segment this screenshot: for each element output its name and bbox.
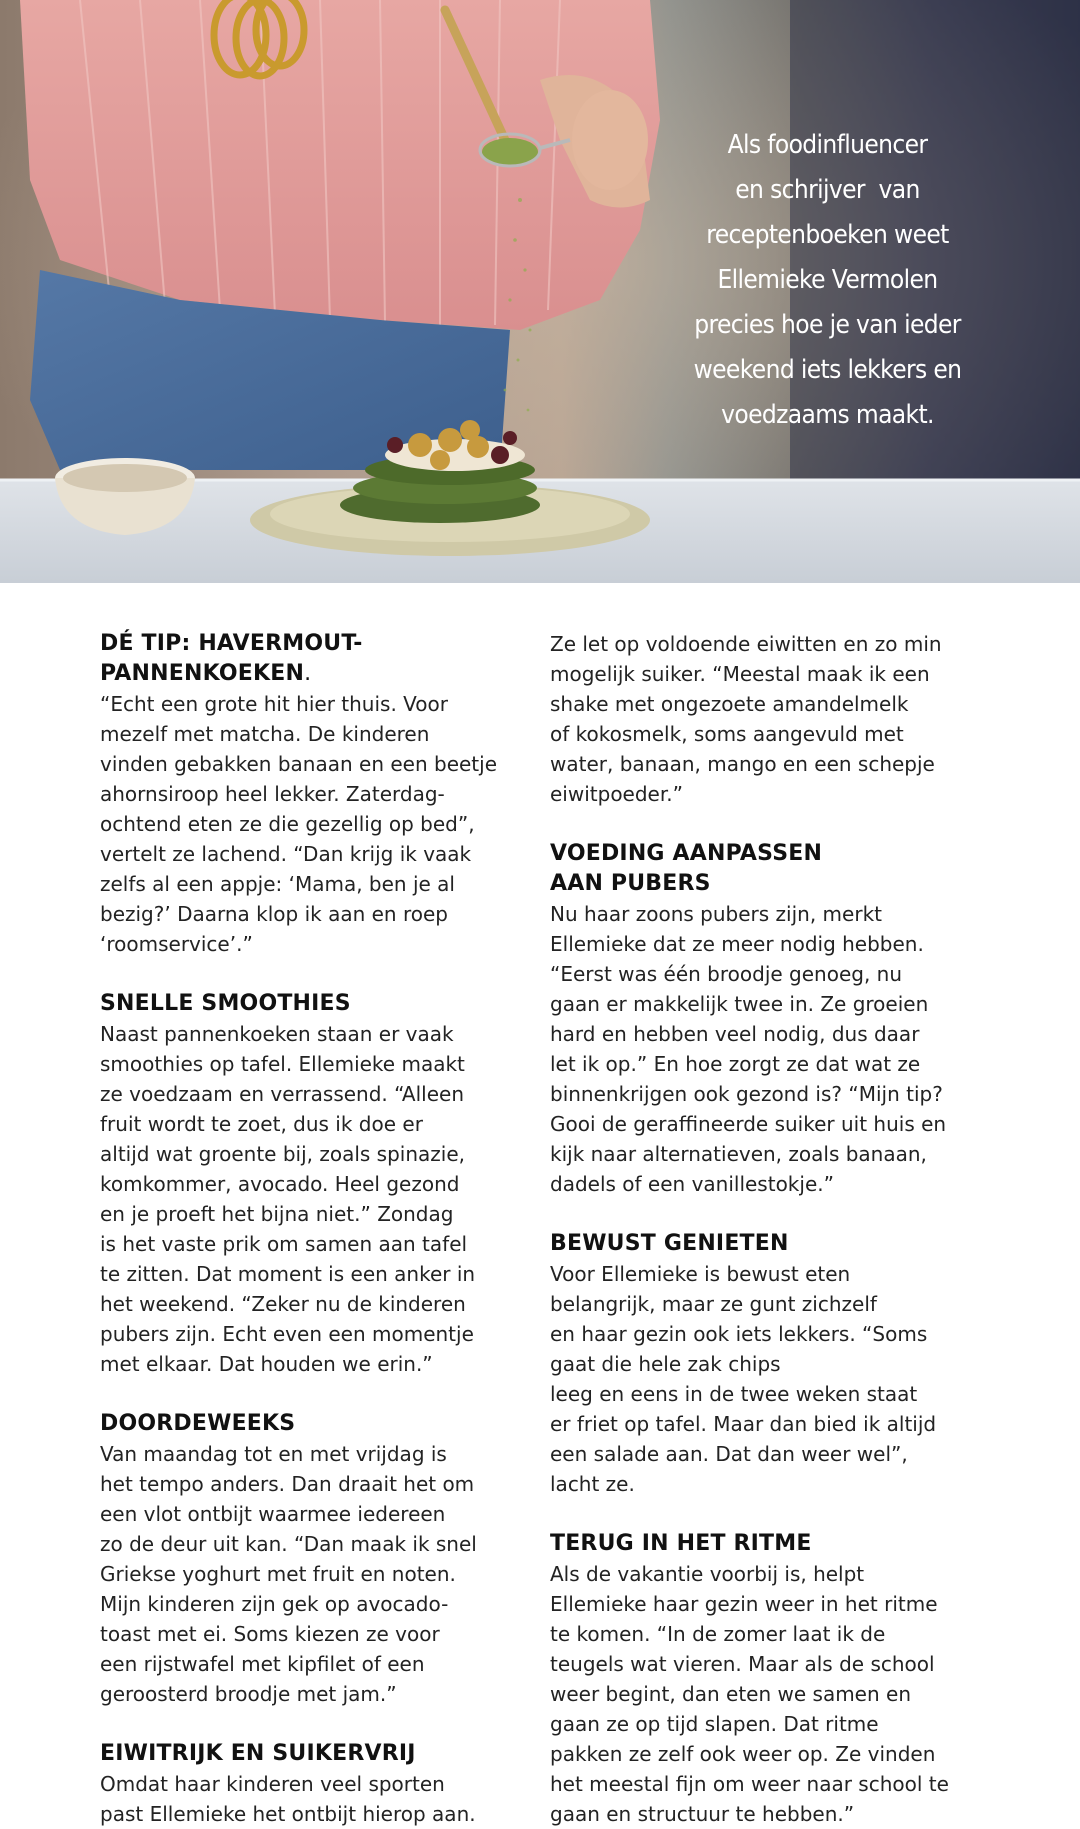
paragraph-line: is het vaste prik om samen aan tafel (100, 1232, 468, 1256)
paragraph-line: Gooi de geraffineerde suiker uit huis en (550, 1112, 947, 1136)
section-gap (550, 809, 1005, 839)
section-heading-smoothies: SNELLE SMOOTHIES (100, 991, 351, 1016)
hero-caption-line: Ellemieke Vermolen (717, 265, 938, 295)
paragraph-line: Als de vakantie voorbij is, helpt (550, 1562, 865, 1586)
paragraph-line: een salade aan. Dat dan weer wel”, (550, 1442, 908, 1466)
hero-caption-line: voedzaams maakt. (721, 400, 934, 430)
paragraph-line: lacht ze. (550, 1472, 635, 1496)
paragraph-line: dadels of een vanillestokje.” (550, 1172, 834, 1196)
paragraph-line: gaan en structuur te hebben.” (550, 1802, 855, 1826)
section-gap (550, 1199, 1005, 1229)
hero-caption-line: weekend iets lekkers en (693, 355, 962, 385)
paragraph-line: past Ellemieke het ontbijt hierop aan. (100, 1802, 476, 1826)
section-heading-tip (100, 629, 555, 689)
paragraph-line: Ellemieke dat ze meer nodig hebben. (550, 932, 924, 956)
paragraph-line: kijk naar alternatieven, zoals banaan, (550, 1142, 927, 1166)
paragraph-line: mogelijk suiker. “Meestal maak ik een (550, 662, 930, 686)
heading-line: DÉ TIP: HAVERMOUT- (100, 631, 363, 656)
section-gap (100, 1709, 555, 1739)
right-column (550, 629, 1005, 1829)
hero-caption (683, 123, 973, 438)
paragraph-line: komkommer, avocado. Heel gezond (100, 1172, 460, 1196)
paragraph-line: ze voedzaam en verrassend. “Alleen (100, 1082, 465, 1106)
paragraph-line: eiwitpoeder.” (550, 782, 683, 806)
section-heading-pubers (550, 839, 1005, 899)
hero-caption-line: receptenboeken weet (706, 220, 949, 250)
paragraph-line: gaat die hele zak chips (550, 1352, 781, 1376)
paragraph-line: en je proeft het bijna niet.” Zondag (100, 1202, 454, 1226)
section-gap (550, 1499, 1005, 1529)
paragraph-line: en haar gezin ook iets lekkers. “Soms (550, 1322, 928, 1346)
paragraph-line: met elkaar. Dat houden we erin.” (100, 1352, 433, 1376)
paragraph-line: te zitten. Dat moment is een anker in (100, 1262, 476, 1286)
paragraph-line: pubers zijn. Echt even een momentje (100, 1322, 474, 1346)
heading-dot: . (304, 661, 312, 686)
left-column (100, 629, 555, 1829)
section-gap (100, 959, 555, 989)
paragraph-line: teugels wat vieren. Maar als de school (550, 1652, 935, 1676)
paragraph-line: pakken ze zelf ook weer op. Ze vinden (550, 1742, 936, 1766)
paragraph-line: het tempo anders. Dan draait het om (100, 1472, 475, 1496)
paragraph-line: gaan er makkelijk twee in. Ze groeien (550, 992, 929, 1016)
paragraph-line: Mijn kinderen zijn gek op avocado- (100, 1592, 449, 1616)
paragraph-line: binnenkrijgen ook gezond is? “Mijn tip? (550, 1082, 943, 1106)
paragraph-line: fruit wordt te zoet, dus ik doe er (100, 1112, 423, 1136)
paragraph-line: ‘roomservice’.” (100, 932, 253, 956)
paragraph-line: te komen. “In de zomer laat ik de (550, 1622, 886, 1646)
paragraph-line: toast met ei. Soms kiezen ze voor (100, 1622, 440, 1646)
paragraph-line: Ze let op voldoende eiwitten en zo min (550, 632, 942, 656)
paragraph-line: een vlot ontbijt waarmee iedereen (100, 1502, 446, 1526)
heading-line: AAN PUBERS (550, 871, 711, 896)
heading-line: VOEDING AANPASSEN (550, 841, 823, 866)
paragraph-line: zelfs al een appje: ‘Mama, ben je al (100, 872, 455, 896)
section-heading-bewust: BEWUST GENIETEN (550, 1231, 789, 1256)
paragraph-line: vertelt ze lachend. “Dan krijg ik vaak (100, 842, 472, 866)
paragraph-line: “Eerst was één broodje genoeg, nu (550, 962, 903, 986)
paragraph-line: let ik op.” En hoe zorgt ze dat wat ze (550, 1052, 921, 1076)
paragraph-line: een rijstwafel met kipfilet of een (100, 1652, 425, 1676)
paragraph-line: er friet op tafel. Maar dan bied ik altijd (550, 1412, 937, 1436)
hero-photo (0, 0, 1080, 583)
paragraph-line: Omdat haar kinderen veel sporten (100, 1772, 445, 1796)
section-heading-doordeweeks: DOORDEWEEKS (100, 1411, 296, 1436)
paragraph-line: shake met ongezoete amandelmelk (550, 692, 909, 716)
paragraph-line: Voor Ellemieke is bewust eten (550, 1262, 851, 1286)
section-heading-ritme: TERUG IN HET RITME (550, 1531, 812, 1556)
paragraph-line: leeg en eens in de twee weken staat (550, 1382, 918, 1406)
paragraph-line: weer begint, dan eten we samen en (550, 1682, 911, 1706)
paragraph-line: of kokosmelk, soms aangevuld met (550, 722, 904, 746)
hero-caption-line: en schrijver van (735, 175, 920, 205)
paragraph-line: Van maandag tot en met vrijdag is (100, 1442, 447, 1466)
section-heading-eiwitrijk: EIWITRIJK EN SUIKERVRIJ (100, 1741, 416, 1766)
paragraph-line: mezelf met matcha. De kinderen (100, 722, 430, 746)
paragraph-line: gaan ze op tijd slapen. Dat ritme (550, 1712, 879, 1736)
hero-caption-line: Als foodinfluencer (727, 130, 928, 160)
section-gap (100, 1379, 555, 1409)
paragraph-line: water, banaan, mango en een schepje (550, 752, 935, 776)
paragraph-line: hard en hebben veel nodig, dus daar (550, 1022, 920, 1046)
paragraph-line: ochtend eten ze die gezellig op bed”, (100, 812, 475, 836)
paragraph-line: bezig?’ Daarna klop ik aan en roep (100, 902, 448, 926)
paragraph-line: “Echt een grote hit hier thuis. Voor (100, 692, 448, 716)
paragraph-line: vinden gebakken banaan en een beetje (100, 752, 498, 776)
paragraph-line: Naast pannenkoeken staan er vaak (100, 1022, 454, 1046)
paragraph-line: ahornsiroop heel lekker. Zaterdag- (100, 782, 445, 806)
paragraph-line: zo de deur uit kan. “Dan maak ik snel (100, 1532, 477, 1556)
paragraph-line: altijd wat groente bij, zoals spinazie, (100, 1142, 465, 1166)
paragraph-line: Griekse yoghurt met fruit en noten. (100, 1562, 456, 1586)
heading-line: PANNENKOEKEN (100, 661, 305, 686)
paragraph-line: belangrijk, maar ze gunt zichzelf (550, 1292, 877, 1316)
paragraph-line: Nu haar zoons pubers zijn, merkt (550, 902, 882, 926)
paragraph-line: het meestal fijn om weer naar school te (550, 1772, 949, 1796)
paragraph-line: het weekend. “Zeker nu de kinderen (100, 1292, 466, 1316)
paragraph-line: smoothies op tafel. Ellemieke maakt (100, 1052, 465, 1076)
paragraph-line: Ellemieke haar gezin weer in het ritme (550, 1592, 938, 1616)
paragraph-line: geroosterd broodje met jam.” (100, 1682, 397, 1706)
hero-caption-line: precies hoe je van ieder (694, 310, 961, 340)
